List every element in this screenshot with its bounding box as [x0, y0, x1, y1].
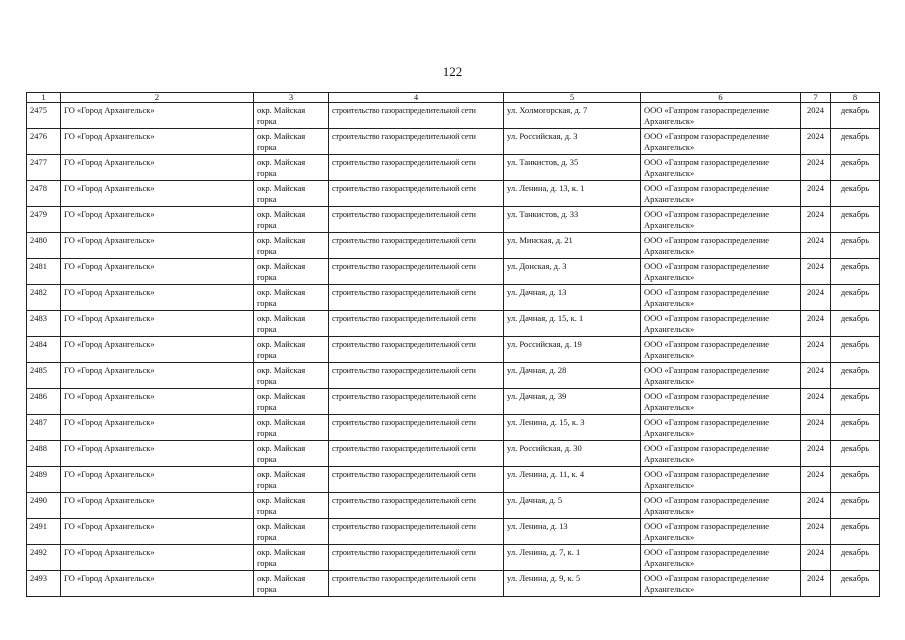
page-number: 122 [442, 64, 463, 79]
district-cell: окр. Майская горка [254, 441, 329, 467]
municipality-cell: ГО «Город Архангельск» [61, 155, 254, 181]
operator-cell: ООО «Газпром газораспределение Архангельск» [641, 441, 801, 467]
month-cell: декабрь [831, 207, 880, 233]
table-row [27, 363, 880, 389]
month-cell: декабрь [831, 337, 880, 363]
district-cell: окр. Майская горка [254, 259, 329, 285]
month-cell: декабрь [831, 415, 880, 441]
column-header-5: 5 [504, 93, 641, 103]
municipality-cell: ГО «Город Архангельск» [61, 467, 254, 493]
row-number-cell: 2477 [27, 155, 61, 181]
municipality-cell: ГО «Город Архангельск» [61, 389, 254, 415]
month-cell: декабрь [831, 571, 880, 597]
district-cell: окр. Майская горка [254, 129, 329, 155]
district-cell: окр. Майская горка [254, 571, 329, 597]
work-type-cell: строительство газораспределительной сети [329, 389, 504, 415]
work-type-cell: строительство газораспределительной сети [329, 285, 504, 311]
operator-cell: ООО «Газпром газораспределение Архангельск» [641, 363, 801, 389]
month-cell: декабрь [831, 467, 880, 493]
column-header-1: 1 [27, 93, 61, 103]
table-row [27, 415, 880, 441]
year-cell: 2024 [801, 571, 831, 597]
table-body [27, 103, 880, 597]
operator-cell: ООО «Газпром газораспределение Архангельск» [641, 493, 801, 519]
month-cell: декабрь [831, 519, 880, 545]
operator-cell: ООО «Газпром газораспределение Архангельск» [641, 285, 801, 311]
month-cell: декабрь [831, 441, 880, 467]
district-cell: окр. Майская горка [254, 155, 329, 181]
year-cell: 2024 [801, 493, 831, 519]
year-cell: 2024 [801, 285, 831, 311]
table-row [27, 571, 880, 597]
operator-cell: ООО «Газпром газораспределение Архангельск» [641, 467, 801, 493]
district-cell: окр. Майская горка [254, 467, 329, 493]
operator-cell: ООО «Газпром газораспределение Архангельск» [641, 129, 801, 155]
row-number-cell: 2483 [27, 311, 61, 337]
district-cell: окр. Майская горка [254, 181, 329, 207]
year-cell: 2024 [801, 467, 831, 493]
address-cell: ул. Российская, д. 3 [504, 129, 641, 155]
district-cell: окр. Майская горка [254, 311, 329, 337]
address-cell: ул. Дачная, д. 13 [504, 285, 641, 311]
municipality-cell: ГО «Город Архангельск» [61, 441, 254, 467]
work-type-cell: строительство газораспределительной сети [329, 311, 504, 337]
row-number-cell: 2486 [27, 389, 61, 415]
municipality-cell: ГО «Город Архангельск» [61, 415, 254, 441]
column-header-6: 6 [641, 93, 801, 103]
year-cell: 2024 [801, 259, 831, 285]
row-number-cell: 2482 [27, 285, 61, 311]
address-cell: ул. Минская, д. 21 [504, 233, 641, 259]
month-cell: декабрь [831, 545, 880, 571]
operator-cell: ООО «Газпром газораспределение Архангельск» [641, 571, 801, 597]
district-cell: окр. Майская горка [254, 337, 329, 363]
month-cell: декабрь [831, 129, 880, 155]
month-cell: декабрь [831, 493, 880, 519]
month-cell: декабрь [831, 259, 880, 285]
work-type-cell: строительство газораспределительной сети [329, 259, 504, 285]
address-cell: ул. Ленина, д. 13 [504, 519, 641, 545]
row-number-cell: 2475 [27, 103, 61, 129]
table-row [27, 467, 880, 493]
operator-cell: ООО «Газпром газораспределение Архангельск» [641, 337, 801, 363]
year-cell: 2024 [801, 311, 831, 337]
month-cell: декабрь [831, 363, 880, 389]
table-row [27, 181, 880, 207]
year-cell: 2024 [801, 363, 831, 389]
row-number-cell: 2478 [27, 181, 61, 207]
table-row [27, 285, 880, 311]
year-cell: 2024 [801, 415, 831, 441]
table-row [27, 259, 880, 285]
column-header-3: 3 [254, 93, 329, 103]
work-type-cell: строительство газораспределительной сети [329, 415, 504, 441]
year-cell: 2024 [801, 389, 831, 415]
municipality-cell: ГО «Город Архангельск» [61, 259, 254, 285]
row-number-cell: 2493 [27, 571, 61, 597]
month-cell: декабрь [831, 285, 880, 311]
municipality-cell: ГО «Город Архангельск» [61, 571, 254, 597]
month-cell: декабрь [831, 311, 880, 337]
address-cell: ул. Ленина, д. 9, к. 5 [504, 571, 641, 597]
district-cell: окр. Майская горка [254, 389, 329, 415]
table-row [27, 311, 880, 337]
work-type-cell: строительство газораспределительной сети [329, 545, 504, 571]
work-type-cell: строительство газораспределительной сети [329, 571, 504, 597]
table-row [27, 103, 880, 129]
operator-cell: ООО «Газпром газораспределение Архангельск» [641, 545, 801, 571]
address-cell: ул. Российская, д. 30 [504, 441, 641, 467]
district-cell: окр. Майская горка [254, 233, 329, 259]
table-row [27, 129, 880, 155]
municipality-cell: ГО «Город Архангельск» [61, 103, 254, 129]
operator-cell: ООО «Газпром газораспределение Архангельск» [641, 415, 801, 441]
year-cell: 2024 [801, 103, 831, 129]
year-cell: 2024 [801, 207, 831, 233]
work-type-cell: строительство газораспределительной сети [329, 155, 504, 181]
table-row [27, 493, 880, 519]
municipality-cell: ГО «Город Архангельск» [61, 129, 254, 155]
row-number-cell: 2480 [27, 233, 61, 259]
row-number-cell: 2484 [27, 337, 61, 363]
address-cell: ул. Холмогорская, д. 7 [504, 103, 641, 129]
operator-cell: ООО «Газпром газораспределение Архангельск» [641, 259, 801, 285]
column-header-8: 8 [831, 93, 880, 103]
municipality-cell: ГО «Город Архангельск» [61, 311, 254, 337]
operator-cell: ООО «Газпром газораспределение Архангельск» [641, 155, 801, 181]
work-type-cell: строительство газораспределительной сети [329, 493, 504, 519]
year-cell: 2024 [801, 155, 831, 181]
table-row [27, 545, 880, 571]
operator-cell: ООО «Газпром газораспределение Архангельск» [641, 389, 801, 415]
month-cell: декабрь [831, 181, 880, 207]
municipality-cell: ГО «Город Архангельск» [61, 337, 254, 363]
municipality-cell: ГО «Город Архангельск» [61, 285, 254, 311]
address-cell: ул. Ленина, д. 15, к. 3 [504, 415, 641, 441]
row-number-cell: 2481 [27, 259, 61, 285]
municipality-cell: ГО «Город Архангельск» [61, 519, 254, 545]
address-cell: ул. Дачная, д. 39 [504, 389, 641, 415]
row-number-cell: 2487 [27, 415, 61, 441]
registry-table [26, 92, 880, 597]
row-number-cell: 2491 [27, 519, 61, 545]
row-number-cell: 2490 [27, 493, 61, 519]
table-row [27, 337, 880, 363]
row-number-cell: 2476 [27, 129, 61, 155]
municipality-cell: ГО «Город Архангельск» [61, 181, 254, 207]
address-cell: ул. Дачная, д. 15, к. 1 [504, 311, 641, 337]
year-cell: 2024 [801, 181, 831, 207]
district-cell: окр. Майская горка [254, 519, 329, 545]
work-type-cell: строительство газораспределительной сети [329, 467, 504, 493]
table-row [27, 207, 880, 233]
district-cell: окр. Майская горка [254, 103, 329, 129]
district-cell: окр. Майская горка [254, 415, 329, 441]
work-type-cell: строительство газораспределительной сети [329, 441, 504, 467]
district-cell: окр. Майская горка [254, 285, 329, 311]
work-type-cell: строительство газораспределительной сети [329, 233, 504, 259]
table-row [27, 441, 880, 467]
operator-cell: ООО «Газпром газораспределение Архангельск» [641, 233, 801, 259]
table-row [27, 155, 880, 181]
column-header-7: 7 [801, 93, 831, 103]
row-number-cell: 2485 [27, 363, 61, 389]
address-cell: ул. Ленина, д. 11, к. 4 [504, 467, 641, 493]
municipality-cell: ГО «Город Архангельск» [61, 493, 254, 519]
municipality-cell: ГО «Город Архангельск» [61, 207, 254, 233]
column-header-4: 4 [329, 93, 504, 103]
year-cell: 2024 [801, 519, 831, 545]
work-type-cell: строительство газораспределительной сети [329, 103, 504, 129]
column-header-2: 2 [61, 93, 254, 103]
work-type-cell: строительство газораспределительной сети [329, 129, 504, 155]
row-number-cell: 2492 [27, 545, 61, 571]
row-number-cell: 2488 [27, 441, 61, 467]
work-type-cell: строительство газораспределительной сети [329, 337, 504, 363]
work-type-cell: строительство газораспределительной сети [329, 207, 504, 233]
table-row [27, 519, 880, 545]
municipality-cell: ГО «Город Архангельск» [61, 233, 254, 259]
address-cell: ул. Ленина, д. 13, к. 1 [504, 181, 641, 207]
operator-cell: ООО «Газпром газораспределение Архангельск» [641, 519, 801, 545]
address-cell: ул. Дачная, д. 5 [504, 493, 641, 519]
table-header [27, 93, 880, 103]
year-cell: 2024 [801, 441, 831, 467]
district-cell: окр. Майская горка [254, 207, 329, 233]
operator-cell: ООО «Газпром газораспределение Архангельск» [641, 311, 801, 337]
address-cell: ул. Донская, д. 3 [504, 259, 641, 285]
work-type-cell: строительство газораспределительной сети [329, 363, 504, 389]
address-cell: ул. Ленина, д. 7, к. 1 [504, 545, 641, 571]
year-cell: 2024 [801, 337, 831, 363]
work-type-cell: строительство газораспределительной сети [329, 519, 504, 545]
address-cell: ул. Танкистов, д. 35 [504, 155, 641, 181]
district-cell: окр. Майская горка [254, 493, 329, 519]
municipality-cell: ГО «Город Архангельск» [61, 363, 254, 389]
work-type-cell: строительство газораспределительной сети [329, 181, 504, 207]
address-cell: ул. Танкистов, д. 33 [504, 207, 641, 233]
month-cell: декабрь [831, 233, 880, 259]
table-row [27, 233, 880, 259]
year-cell: 2024 [801, 233, 831, 259]
month-cell: декабрь [831, 103, 880, 129]
address-cell: ул. Дачная, д. 28 [504, 363, 641, 389]
row-number-cell: 2479 [27, 207, 61, 233]
month-cell: декабрь [831, 155, 880, 181]
year-cell: 2024 [801, 545, 831, 571]
operator-cell: ООО «Газпром газораспределение Архангельск» [641, 207, 801, 233]
address-cell: ул. Российская, д. 19 [504, 337, 641, 363]
table-row [27, 389, 880, 415]
district-cell: окр. Майская горка [254, 545, 329, 571]
operator-cell: ООО «Газпром газораспределение Архангельск» [641, 103, 801, 129]
operator-cell: ООО «Газпром газораспределение Архангельск» [641, 181, 801, 207]
header-row [27, 93, 880, 103]
year-cell: 2024 [801, 129, 831, 155]
municipality-cell: ГО «Город Архангельск» [61, 545, 254, 571]
row-number-cell: 2489 [27, 467, 61, 493]
district-cell: окр. Майская горка [254, 363, 329, 389]
month-cell: декабрь [831, 389, 880, 415]
